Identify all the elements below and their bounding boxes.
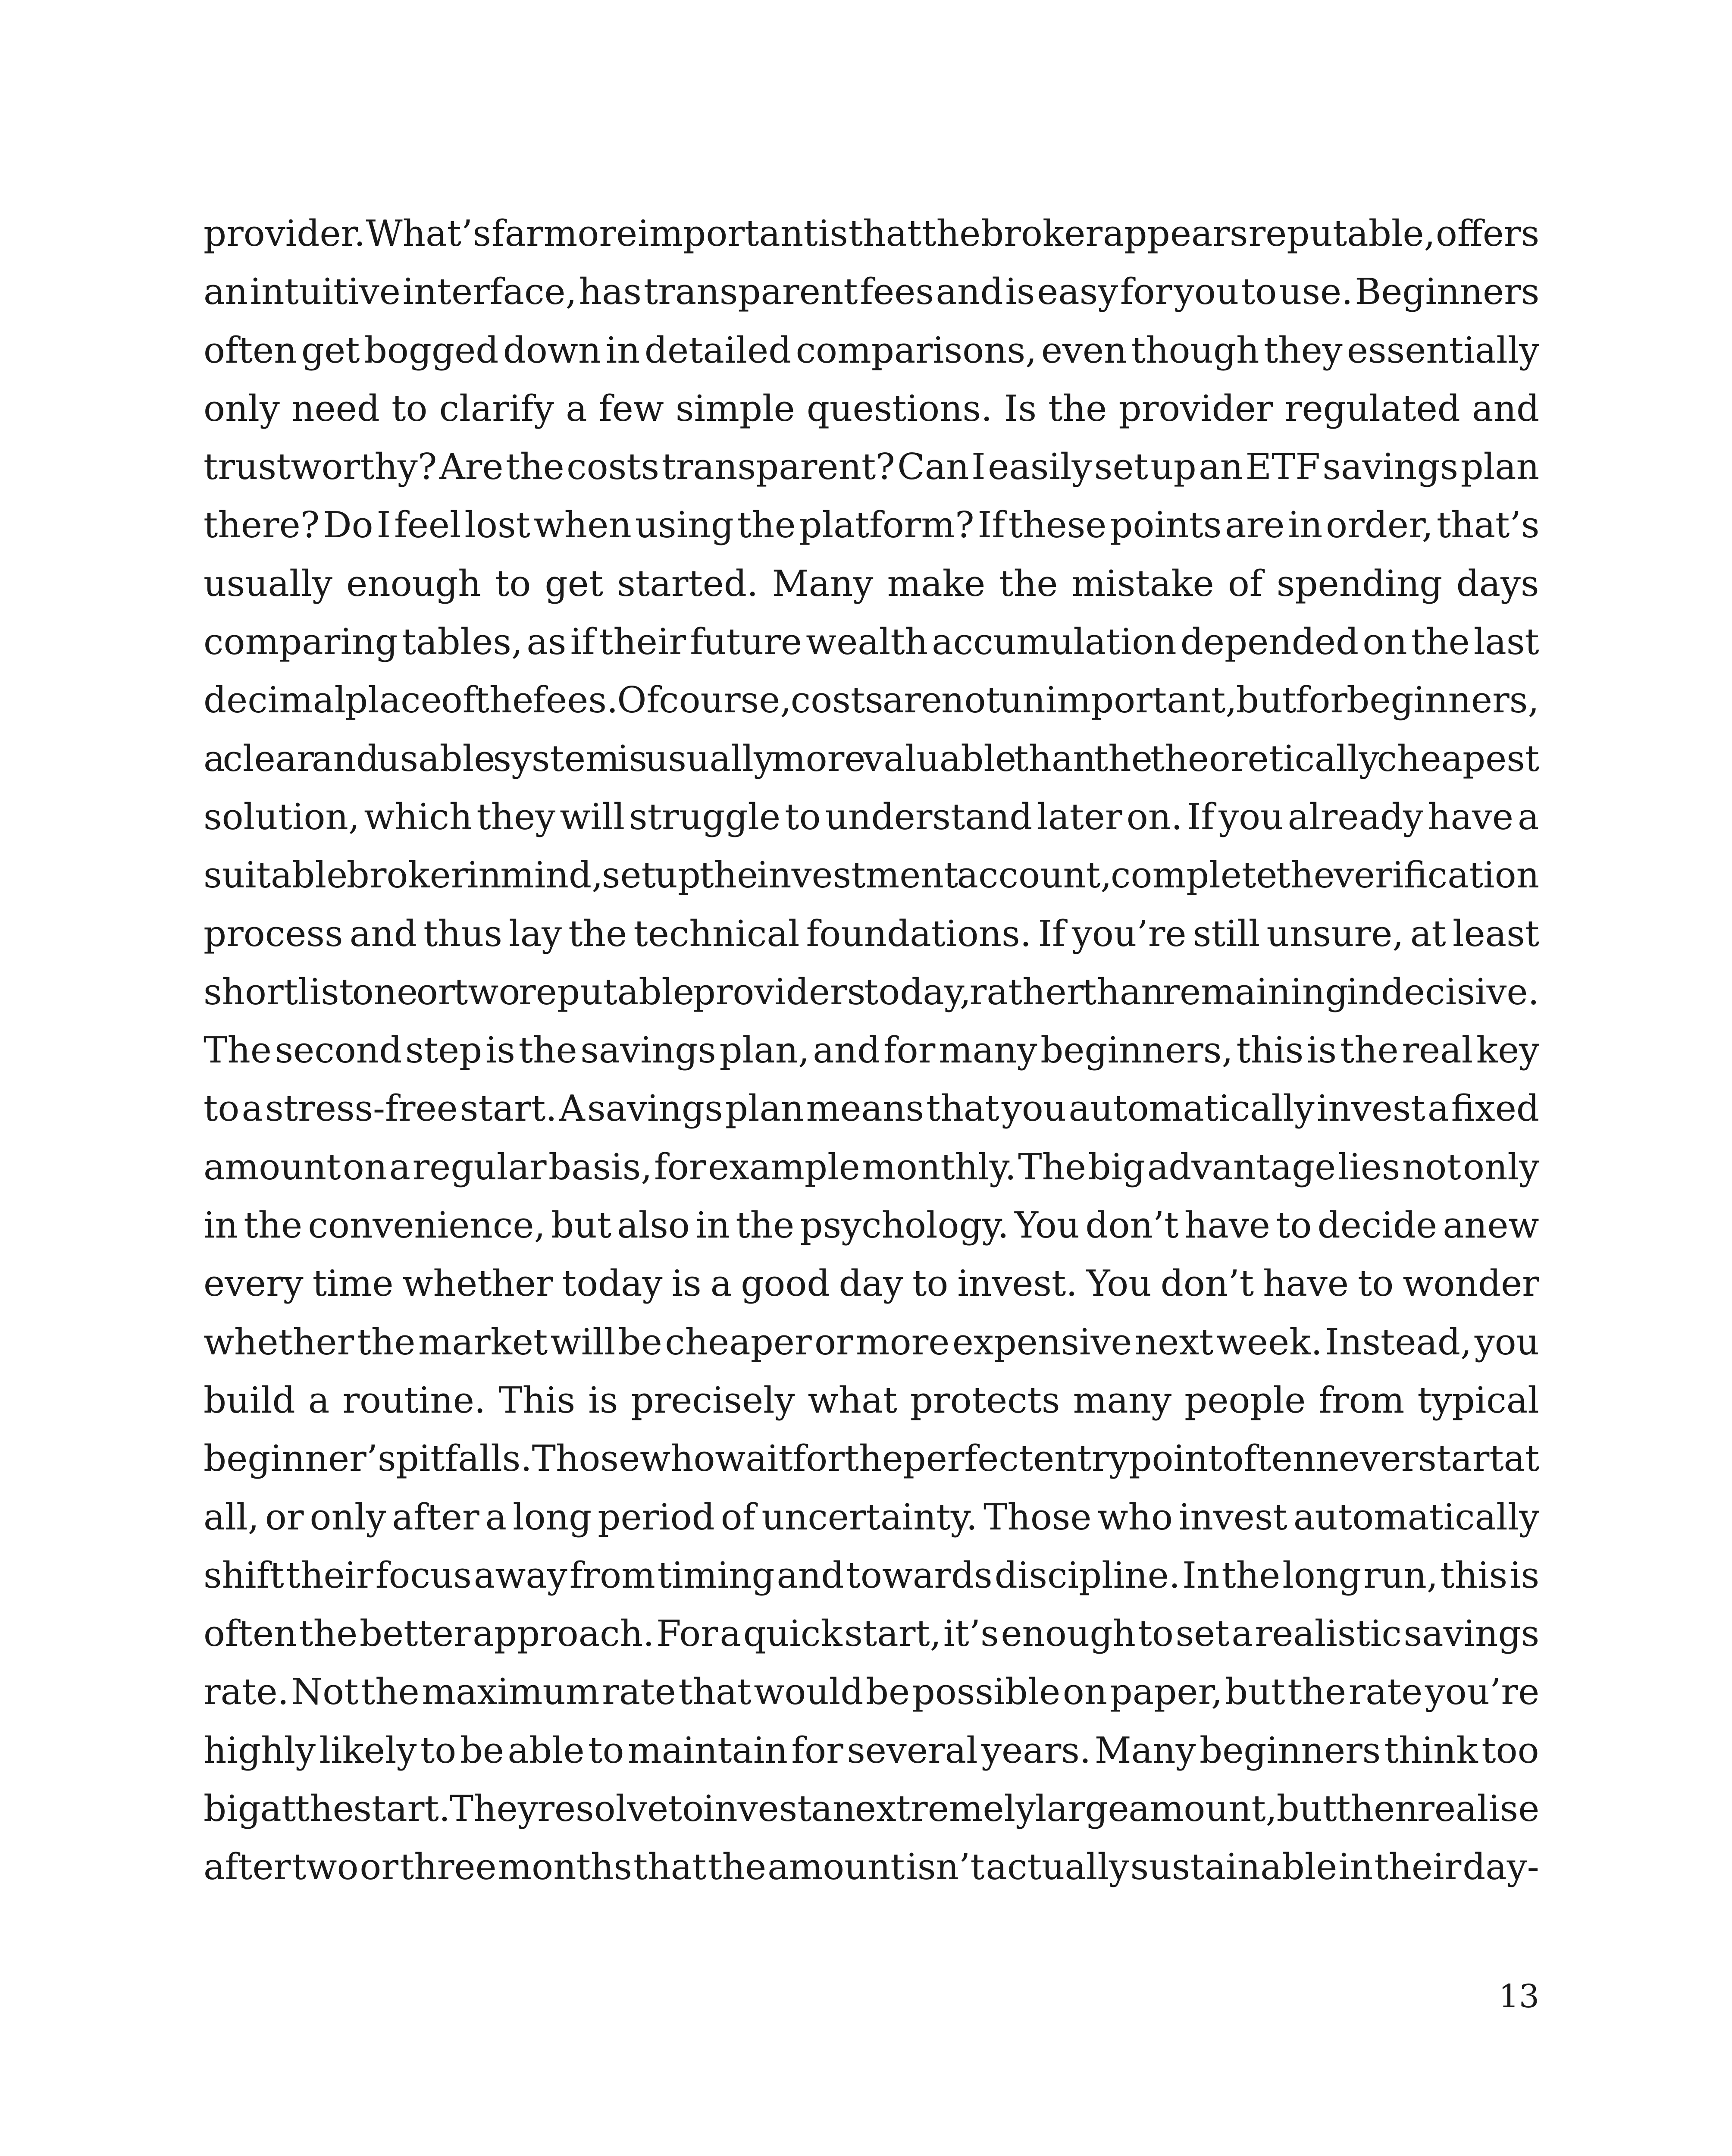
text-line: amount on a regular basis, for example monthly. The big advantage lies not only: [204, 1146, 1539, 1188]
text-line: every time whether today is a good day to invest. You don’t have to wonder: [204, 1263, 1539, 1305]
text-line: build a routine. This is precisely what protects many people from typical: [204, 1379, 1539, 1421]
text-line: comparing tables, as if their future wealth accumulation depended on the last: [204, 621, 1539, 663]
text-line: in the convenience, but also in the psychology. You don’t have to decide anew: [204, 1204, 1539, 1247]
text-line: shift their focus away from timing and towards discipline. In the long run, this is: [204, 1554, 1540, 1596]
text-line: only need to clarify a few simple questions. Is the provider regulated and: [204, 387, 1540, 429]
body-text: [204, 204, 1539, 1896]
text-line: solution, which they will struggle to understand later on. If you already have a: [204, 796, 1539, 838]
text-line: trustworthy? Are the costs transparent? Can I easily set up an ETF savings plan: [204, 446, 1540, 488]
text-line: an intuitive interface, has transparent fees and is easy for you to use. Beginners: [204, 271, 1540, 313]
text-line: suitable broker in mind, set up the investment account, complete the verification: [204, 854, 1540, 896]
text-line: process and thus lay the technical foundations. If you’re still unsure, at least: [204, 912, 1540, 955]
text-line: all, or only after a long period of uncertainty. Those who invest automatically: [204, 1496, 1540, 1538]
text-line: beginner’s pitfalls. Those who wait for the perfect entry point often never start at: [204, 1438, 1540, 1480]
text-line: a clear and usable system is usually more valuable than the theoretically cheapest: [204, 737, 1540, 780]
text-line: highly likely to be able to maintain for several years. Many beginners think too: [204, 1729, 1539, 1771]
text-line: big at the start. They resolve to invest an extremely large amount, but then realise: [204, 1788, 1540, 1830]
text-line: to a stress-free start. A savings plan means that you automatically invest a fixed: [204, 1087, 1539, 1130]
text-line: rate. Not the maximum rate that would be possible on paper, but the rate you’re: [204, 1671, 1540, 1713]
text-line: provider. What’s far more important is that the broker appears reputable, offers: [204, 213, 1540, 254]
text-line: there? Do I feel lost when using the platform? If these points are in order, that’s: [204, 504, 1540, 546]
page-number: 13: [1498, 1978, 1539, 2015]
text-line: often the better approach. For a quick start, it’s enough to set a realistic savings: [204, 1613, 1540, 1655]
text-line: whether the market will be cheaper or more expensive next week. Instead, you: [204, 1321, 1540, 1363]
text-line: decimal place of the fees. Of course, costs are not unimportant, but for beginners,: [204, 679, 1539, 721]
text-line: The second step is the savings plan, and for many beginners, this is the real key: [204, 1029, 1540, 1072]
text-line: usually enough to get started. Many make the mistake of spending days: [204, 562, 1539, 605]
text-line: often get bogged down in detailed comparisons, even though they essentially: [204, 329, 1540, 371]
text-line: shortlist one or two reputable providers today, rather than remaining indecisive.: [204, 971, 1539, 1013]
text-line: after two or three months that the amount isn’t actually sustainable in their day-: [204, 1846, 1539, 1888]
